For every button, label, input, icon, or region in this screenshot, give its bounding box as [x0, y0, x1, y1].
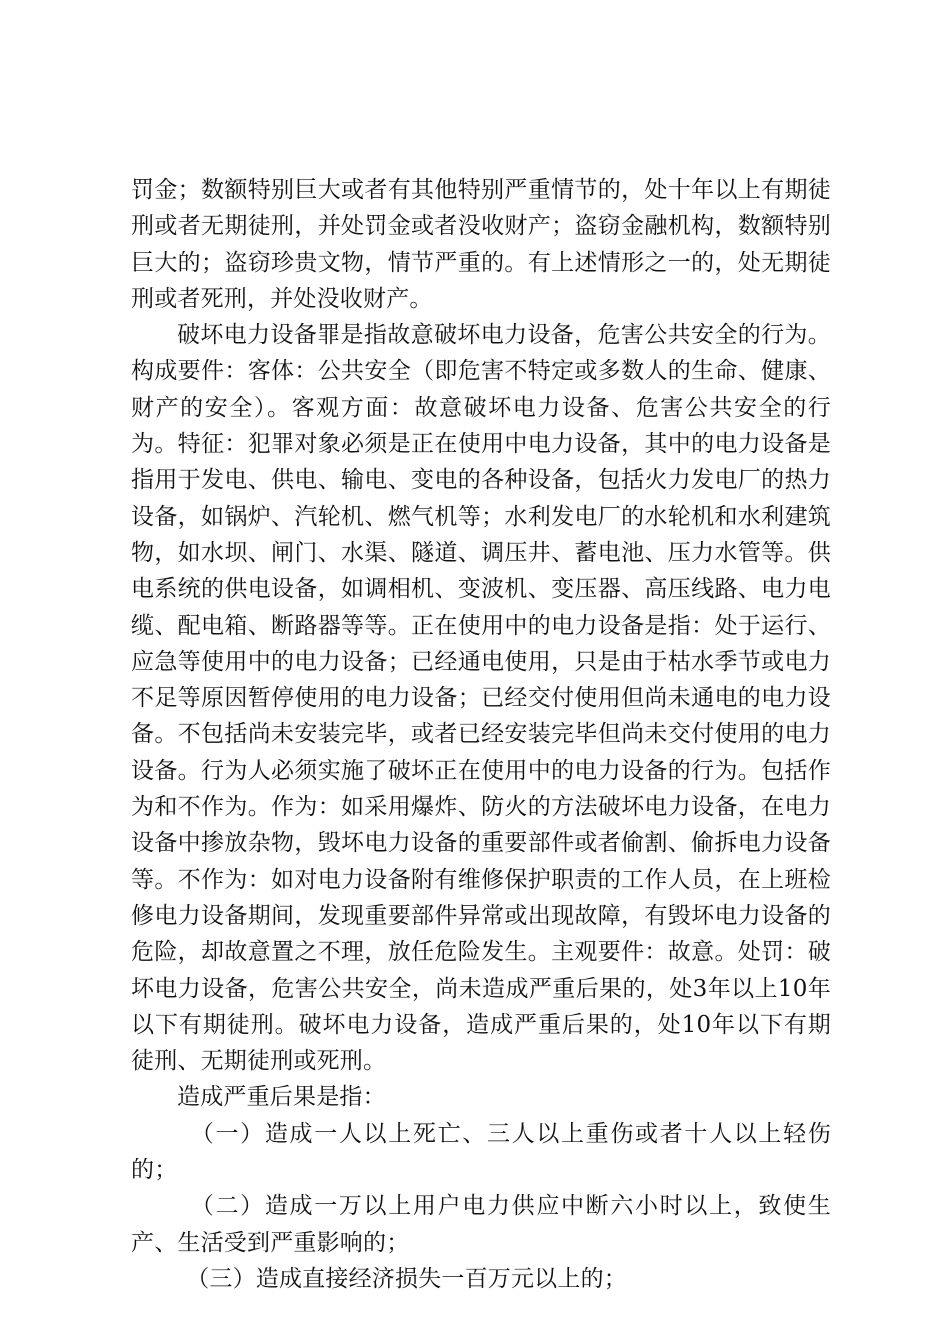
list-item-consequence-3: （三）造成直接经济损失一百万元以上的； [186, 1265, 627, 1292]
paragraph-power-equipment-crime: 破坏电力设备罪是指故意破坏电力设备，危害公共安全的行为。构成要件：客体：公共安全（即危害不特定或多数人的生命、健康、财产的安全）。客观方面：故意破坏电力设备、危害公共安全的行为。特征：犯罪对象必须是正在使用中电力设备，其中的电力设备是指用于发电、供电、输电、变电的各种设备，包括火力发电厂的热力设备，如锅炉、汽轮机、燃气机等；水利发电厂的水轮机和水利建筑物，如水坝、闸门、水渠、隧道、调压井、蓄电池、压力水管等。供电系统的供电设备，如调相机、变波机、变压器、高压线路、电力电缆、配电箱、断路器等等。正在使用中的电力设备是指：处于运行、应急等使用中的电力设备；已经通电使用，只是由于枯水季节或电力不足等原因暂停使用的电力设备；已经交付使用但尚未通电的电力设备。不包括尚未安装完毕，或者已经安装完毕但尚未交付使用的电力设备。行为人必须实施了破坏正在使用中的电力设备的行为。包括作为和不作为。作为：如采用爆炸、防火的方法破坏电力设备，在电力设备中掺放杂物，毁坏电力设备的重要部件或者偷割、偷拆电力设备等。不作为：如对电力设备附有维修保护职责的工作人员，在上班检修电力设备期间，发现重要部件异常或出现故障，有毁坏电力设备的危险，却故意置之不理，放任危险发生。主观要件：故意。处罚：破坏电力设备，危害公共安全，尚未造成严重后果的，处3年以上10年以下有期徒刑。破坏电力设备，造成严重后果的，处10年以下有期徒刑、无期徒刑或死刑。 [131, 322, 831, 1075]
paragraph-theft-penalties: 罚金；数额特别巨大或者有其他特别严重情节的，处十年以上有期徒刑或者无期徒刑，并处罚金或者没收财产；盗窃金融机构，数额特别巨大的；盗窃珍贵文物，情节严重的。有上述情形之一的，处无期徒刑或者死刑，并处没收财产。 [131, 177, 831, 312]
document-body [131, 172, 831, 1297]
list-item-consequence-1: （一）造成一人以上死亡、三人以上重伤或者十人以上轻伤的； [131, 1120, 831, 1184]
paragraph-serious-consequences-heading: 造成严重后果是指： [177, 1084, 386, 1111]
list-item-consequence-2: （二）造成一万以上用户电力供应中断六小时以上，致使生产、生活受到严重影响的； [131, 1193, 831, 1256]
